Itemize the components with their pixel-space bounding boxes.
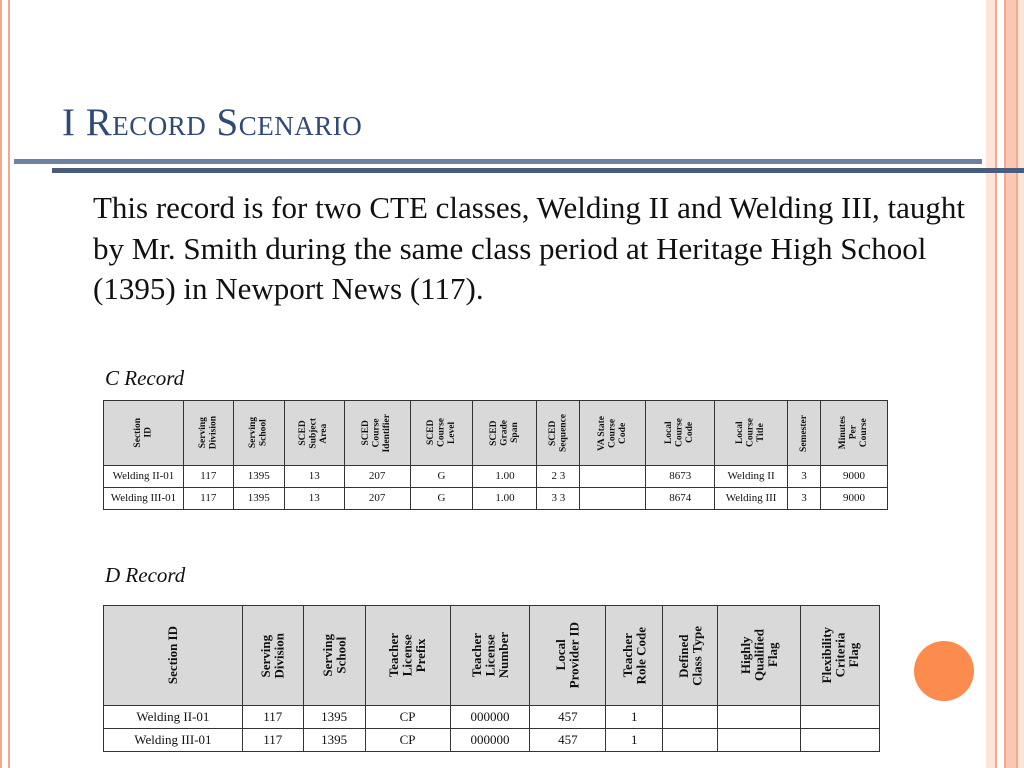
c-record-label: C Record xyxy=(105,366,185,390)
d-record-header-row xyxy=(104,606,880,706)
c-record-table-cell: Welding II-01 xyxy=(104,466,184,488)
d-record-header-cell xyxy=(606,606,663,706)
c-record-table-cell: 1.00 xyxy=(473,466,537,488)
c-record-table-cell: 8674 xyxy=(646,488,715,510)
d-record-table-row xyxy=(104,729,880,752)
d-record-table-cell xyxy=(663,706,718,729)
d-record-header-label: Serving Division xyxy=(258,632,287,679)
d-record-table-cell: 457 xyxy=(530,729,606,752)
c-record-table-cell: 13 xyxy=(284,466,344,488)
c-record-header-cell xyxy=(284,401,344,466)
c-record-header-cell xyxy=(233,401,284,466)
c-record-table-cell: 3 xyxy=(788,466,821,488)
c-record-table-cell: 207 xyxy=(344,488,410,510)
c-record-table-row xyxy=(104,466,888,488)
c-record-table-cell: G xyxy=(410,466,473,488)
c-record-table-cell: G xyxy=(410,488,473,510)
d-record-table-cell xyxy=(801,706,880,729)
d-record-header-cell xyxy=(104,606,243,706)
d-record-header-label: Teacher License Prefix xyxy=(386,633,429,678)
c-record-header-cell xyxy=(537,401,580,466)
d-record-table-cell: 1395 xyxy=(303,706,365,729)
d-record-table-cell: 117 xyxy=(242,706,303,729)
d-record-table-cell: 457 xyxy=(530,706,606,729)
right-border-decoration xyxy=(986,0,1024,768)
c-record-table-cell xyxy=(580,466,646,488)
d-record-table-cell: 000000 xyxy=(450,706,530,729)
d-record-header-cell xyxy=(242,606,303,706)
c-record-header-label: Minutes Per Course xyxy=(838,416,870,450)
c-record-table xyxy=(103,400,888,510)
d-record-table-cell xyxy=(718,706,801,729)
c-record-table-row xyxy=(104,488,888,510)
d-record-header-label: Section ID xyxy=(165,626,181,685)
c-record-header-cell xyxy=(580,401,646,466)
c-record-header-label: Serving School xyxy=(248,417,269,449)
c-record-header-cell xyxy=(788,401,821,466)
c-record-table-cell: 9000 xyxy=(820,466,887,488)
d-record-header-cell xyxy=(801,606,880,706)
d-record-table-cell: 1 xyxy=(606,706,663,729)
c-record-table-cell: 8673 xyxy=(646,466,715,488)
c-record-table-cell: 9000 xyxy=(820,488,887,510)
c-record-table-cell: 117 xyxy=(183,488,233,510)
c-record-header-label: Semester xyxy=(798,414,809,452)
d-record-table-cell: 000000 xyxy=(450,729,530,752)
slide-title: I Record Scenario xyxy=(62,101,363,144)
c-record-table-cell: 3 3 xyxy=(537,488,580,510)
c-record-header-label: Local Course Code xyxy=(664,418,696,448)
d-record-header-label: Highly Qualified Flag xyxy=(737,629,780,682)
c-record-header-cell xyxy=(820,401,887,466)
d-record-header-cell xyxy=(365,606,450,706)
d-record-table-cell: 1 xyxy=(606,729,663,752)
c-record-header-label: Section ID xyxy=(132,418,154,448)
decorative-circle xyxy=(914,641,974,701)
c-record-header-label: SCED Subject Area xyxy=(298,417,330,449)
c-record-table-cell: 3 xyxy=(788,488,821,510)
d-record-header-label: Local Provider ID xyxy=(553,622,582,689)
left-border-decoration xyxy=(0,0,10,768)
d-record-label: D Record xyxy=(105,563,186,587)
c-record-header-cell xyxy=(646,401,715,466)
c-record-table-cell: Welding II xyxy=(715,466,788,488)
d-record-table-row xyxy=(104,706,880,729)
c-record-header-cell xyxy=(715,401,788,466)
c-record-table-cell: Welding III-01 xyxy=(104,488,184,510)
d-record-header-cell xyxy=(663,606,718,706)
c-record-table-cell: 1395 xyxy=(233,466,284,488)
c-record-table-cell: 1.00 xyxy=(473,488,537,510)
c-record-header-cell xyxy=(104,401,184,466)
d-record-table-cell: Welding III-01 xyxy=(104,729,243,752)
d-record-header-label: Flexibility Criteria Flag xyxy=(818,627,861,684)
d-record-header-cell xyxy=(718,606,801,706)
d-record-table-cell: 117 xyxy=(242,729,303,752)
d-record-table-cell: 1395 xyxy=(303,729,365,752)
d-record-table xyxy=(103,605,880,752)
d-record-header-label: Teacher Role Code xyxy=(619,626,649,685)
d-record-table-cell xyxy=(663,729,718,752)
d-record-header-cell xyxy=(303,606,365,706)
c-record-header-label: SCED Sequence xyxy=(547,414,569,452)
d-record-table-cell xyxy=(801,729,880,752)
d-record-table-cell: CP xyxy=(365,729,450,752)
c-record-header-label: SCED Course Identifier xyxy=(361,413,393,453)
c-record-table-cell xyxy=(580,488,646,510)
c-record-header-label: Serving Division xyxy=(197,416,219,450)
c-record-header-cell xyxy=(473,401,537,466)
c-record-header-label: SCED Course Level xyxy=(425,418,457,448)
c-record-table-cell: 117 xyxy=(183,466,233,488)
d-record-table-cell xyxy=(718,729,801,752)
d-record-header-label: Teacher License Number xyxy=(468,632,511,679)
d-record-header-cell xyxy=(450,606,530,706)
title-rule-lower xyxy=(52,168,1024,173)
c-record-header-label: Local Course Title xyxy=(735,418,767,448)
c-record-table-cell: 2 3 xyxy=(537,466,580,488)
d-record-table-cell: CP xyxy=(365,706,450,729)
c-record-header-row xyxy=(104,401,888,466)
d-record-table-cell: Welding II-01 xyxy=(104,706,243,729)
c-record-header-cell xyxy=(410,401,473,466)
c-record-table-cell: 1395 xyxy=(233,488,284,510)
scenario-paragraph: This record is for two CTE classes, Welding II and Welding III, taught by Mr. Smith during the same class period at Heritage High School (1395) in Newport News (117). xyxy=(93,190,965,306)
d-record-header-label: Defined Class Type xyxy=(675,625,705,686)
title-rule-upper xyxy=(14,159,982,164)
c-record-header-cell xyxy=(183,401,233,466)
d-record-header-label: Serving School xyxy=(319,634,349,677)
c-record-table-cell: 207 xyxy=(344,466,410,488)
c-record-header-cell xyxy=(344,401,410,466)
c-record-table-cell: Welding III xyxy=(715,488,788,510)
c-record-header-label: VA State Course Code xyxy=(597,415,629,451)
c-record-header-label: SCED Grade Span xyxy=(489,420,521,446)
c-record-table-cell: 13 xyxy=(284,488,344,510)
d-record-header-cell xyxy=(530,606,606,706)
